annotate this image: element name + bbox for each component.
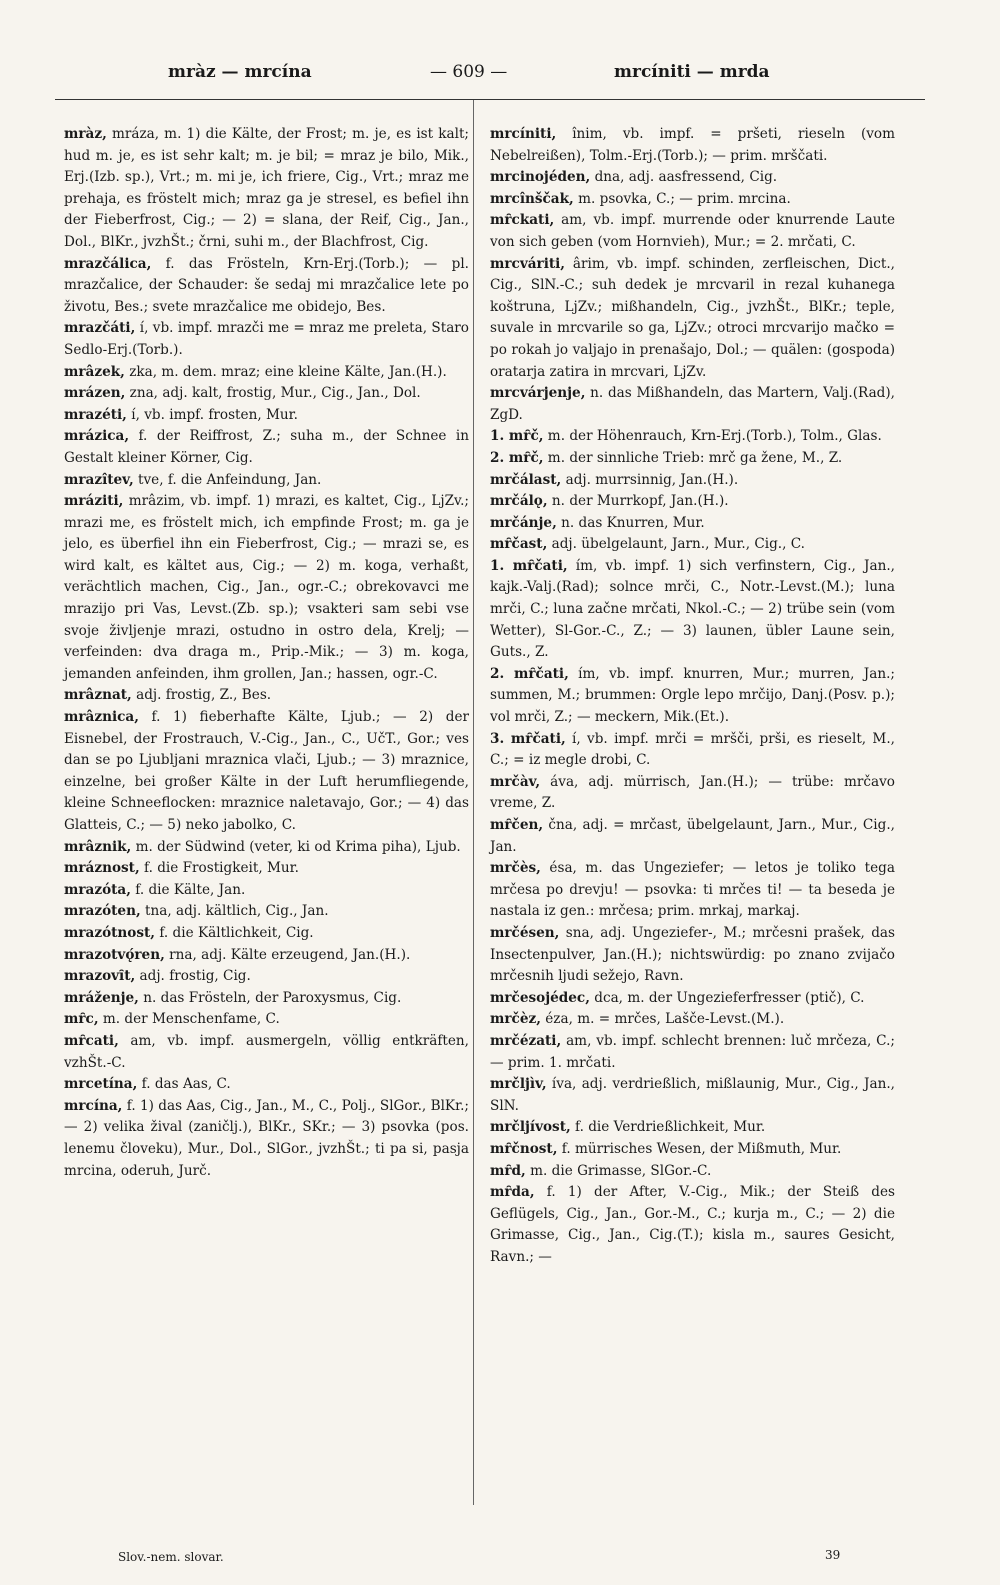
headword: mrčánje, [490, 514, 557, 531]
definition: f. die Kälte, Jan. [130, 881, 246, 898]
dictionary-entry [64, 124, 469, 254]
headword: mrâznik, [64, 838, 132, 855]
definition: am, vb. impf. murrende oder knurrende Laute von sich geben (vom Hornvieh), Mur.; = 2. mrčati, C. [490, 212, 895, 250]
definition: ím, vb. impf. knurren, Mur.; murren, Jan.; summen, M.; brummen: Orgle lepo mrčijo, Danj.(Posv. p.); vol mrči, Z.; — meckern, Mik.(Et.). [490, 665, 895, 726]
headword: mrazîtev, [64, 471, 134, 488]
definition: mrâzim, vb. impf. 1) mrazi, es kaltet, Cig., LjZv.; mrazi me, es fröstelt mich, ich empfinde Frost; m. ga je jelo, es überfiel ihn ein Fieberfrost, Cig.; — mrazi se, es wird kalt, es kältet aus, Cig.; — 2) m. koga, verhaßt, verächtlich machen, Cig., Jan., ogr.-C.; obrekovavci me mrazijo pri Vas, Levst.(Zb. sp.); vsakteri sam sebi vse svoje življenje mrazi, ostudno in ostro dela, Krelj; — verfeinden: dva draga m., Prip.-Mik.; — 3) m. koga, jemanden anfeinden, ihm grollen, Jan.; hassen, ogr.-C. [64, 493, 469, 682]
dictionary-entry [64, 405, 469, 427]
definition: m. der Südwind (veter, ki od Krima piha), Ljub. [131, 838, 461, 855]
definition: í, vb. impf. mrazči me = mraz me preleta, Staro Sedlo-Erj.(Torb.). [64, 320, 469, 358]
definition: f. die Frostigkeit, Mur. [139, 860, 299, 877]
headword: mrcinojéden, [490, 169, 591, 186]
definition: ésa, m. das Ungeziefer; — letos je toliko tega mrčesa po drevju! — psovka: ti mrčes ti! — ta beseda je nastala iz gen.: mrčesa; prim. mrkaj, markaj. [490, 860, 895, 920]
definition: înim, vb. impf. = pršeti, rieseln (vom Nebelreißen), Tolm.-Erj.(Torb.); — prim. mrščati. [490, 126, 895, 164]
definition: f. der Reiffrost, Z.; suha m., der Schnee in Gestalt kleiner Körner, Cig. [64, 428, 469, 466]
headword: mráženje, [64, 989, 139, 1006]
definition: f. das Frösteln, Krn-Erj.(Torb.); — pl. mrazčalice, der Schauder: še sedaj mi mrazčalice lete po životu, Bes.; svete mrazčalice me obidejo, Bes. [64, 255, 469, 315]
header-left: mràz — mrcína [168, 62, 312, 82]
headword: mrazotvǫ́ren, [64, 946, 165, 963]
definition: adj. frostig, Z., Bes. [131, 687, 272, 704]
dictionary-entry [64, 1096, 469, 1182]
dictionary-entry [490, 426, 895, 448]
dictionary-entry [64, 383, 469, 405]
headword: mráziti, [64, 493, 124, 510]
definition: íva, adj. verdrießlich, mißlaunig, Mur., Cig., Jan., SlN. [490, 1076, 895, 1114]
definition: dna, adj. aasfressend, Cig. [590, 169, 778, 186]
headword: mȓcati, [64, 1032, 119, 1049]
headword: mrazéti, [64, 406, 127, 423]
footer-title: Slov.-nem. slovar. [118, 1550, 224, 1564]
dictionary-entry [64, 1074, 469, 1096]
dictionary-entry [64, 923, 469, 945]
right-column [490, 124, 895, 1268]
headword: mrčézati, [490, 1032, 562, 1049]
headword: mrazótnost, [64, 924, 156, 941]
dictionary-entry [490, 491, 895, 513]
dictionary-entry [64, 470, 469, 492]
dictionary-entry [64, 362, 469, 384]
definition: f. 1) das Aas, Cig., Jan., M., C., Polj., SlGor., BlKr.; — 2) velika žival (zaničlj.), BlKr., SKr.; — 3) psovka (pos. lenemu človeku), Mur., Dol., SlGor., jvzhŠt.; ti pa si, pasja mrcina, oderuh, Jurč. [64, 1097, 469, 1179]
dictionary-entry [64, 966, 469, 988]
running-header [55, 62, 925, 92]
dictionary-entry [64, 945, 469, 967]
dictionary-entry [64, 1009, 469, 1031]
definition: f. die Kältlichkeit, Cig. [155, 924, 314, 941]
definition: í, vb. impf. mrči = mršči, prši, es rieselt, M., C.; = iz megle drobi, C. [490, 730, 895, 769]
signature-number: 39 [825, 1548, 841, 1562]
definition: áva, adj. mürrisch, Jan.(H.); — trübe: mrčavo vreme, Z. [490, 773, 895, 812]
dictionary-entry [490, 470, 895, 492]
headword: mrcînščak, [490, 190, 574, 207]
dictionary-entry [490, 448, 895, 470]
dictionary-entry [64, 1031, 469, 1074]
definition: mráza, m. 1) die Kälte, der Frost; m. je, es ist kalt; hud m. je, es ist sehr kalt; m. je bil; = mraz je bilo, Mik., Erj.(Izb. sp.), Vrt.; m. mi je, ich friere, Cig., Vrt.; mraz me prehaja, es fröstelt mich; mraz ga je stresel, es befiel ihn der Fieberfrost, Cig.; — 2) = slana, der Reif, Cig., Jan., Dol., BlKr., jvzhŠt.; črni, suhi m., der Blachfrost, Cig. [64, 126, 469, 250]
dictionary-entry [490, 858, 895, 923]
headword: mrazóta, [64, 881, 131, 898]
dictionary-entry [490, 1009, 895, 1031]
dictionary-entry [490, 513, 895, 535]
dictionary-entry [490, 772, 895, 815]
headword: mrazčálica, [64, 255, 152, 272]
headword: mrâznica, [64, 709, 139, 726]
definition: n. das Mißhandeln, das Martern, Valj.(Rad), ZgD. [490, 385, 895, 423]
headword: mȓda, [490, 1184, 535, 1201]
headword: mrâzek, [64, 363, 125, 380]
headword: mrcína, [64, 1097, 123, 1114]
definition: sna, adj. Ungeziefer-, M.; mrčesni prašek, das Insectenpulver, Jan.(H.); nichtswürdig: po znano zvijačo mrčesnih ljudi sežejo, Ravn. [490, 924, 895, 985]
headword: mȓčnost, [490, 1140, 558, 1157]
headword: 2. mȓčati, [490, 665, 569, 682]
definition: rna, adj. Kälte erzeugend, Jan.(H.). [164, 946, 411, 963]
headword: mrcíniti, [490, 126, 557, 142]
headword: mrčèz, [490, 1011, 541, 1028]
definition: zka, m. dem. mraz; eine kleine Kälte, Jan.(H.). [124, 363, 447, 380]
dictionary-entry [64, 837, 469, 859]
headword: mrcetína, [64, 1076, 138, 1093]
definition: éza, m. = mrčes, Lašče-Levst.(M.). [540, 1011, 785, 1028]
headword: mrcváriti, [490, 255, 566, 272]
headword: mrčálast, [490, 471, 562, 488]
headword: 3. mȓčati, [490, 730, 566, 747]
dictionary-entry [490, 1031, 895, 1074]
headword: mrázica, [64, 428, 130, 445]
headword: mȓčast, [490, 536, 548, 553]
definition: dca, m. der Ungezieferfresser (ptič), C. [589, 989, 865, 1006]
headword: mȓc, [64, 1011, 99, 1028]
definition: n. das Knurren, Mur. [556, 514, 705, 531]
definition: m. der Menschenfame, C. [98, 1011, 280, 1028]
dictionary-entry [490, 1139, 895, 1161]
dictionary-entry [64, 901, 469, 923]
dictionary-entry [64, 858, 469, 880]
headword: mràz, [64, 126, 107, 142]
definition: f. 1) fieberhafte Kälte, Ljub.; — 2) der Eisnebel, der Frostrauch, V.-Cig., Jan., C., UčT., Gor.; ves dan se po Ljubljani mraznica vlači, Ljub.; — 3) mraznice, einzelne, bei großer Kälte in der Luft herumfliegende, kleine Schneeflocken: mraznice naletavajo, Gor.; — 4) das Glatteis, C.; — 5) neko jabolko, C. [64, 709, 469, 833]
headword: 1. mȓčati, [490, 557, 568, 574]
dictionary-entry [490, 534, 895, 556]
dictionary-entry [490, 124, 895, 167]
dictionary-entry [490, 167, 895, 189]
definition: ârim, vb. impf. schinden, zerfleischen, Dict., Cig., SlN.-C.; suh dedek je mrcvaril in rezal kuhanega koštruna, LjZv.; mißhandeln, Cig., jvzhŠt., BlKr.; teple, suvale in mrcvarile so ga, LjZv.; otroci mrcvarijo mačko = po rokah jo valjajo in prenašajo, Dol.; — quälen: (gospoda) oratarja zatira in mrcvari, LjZv. [490, 255, 895, 380]
headword: mȓckati, [490, 212, 555, 229]
definition: adj. frostig, Cig. [135, 968, 251, 985]
dictionary-entry [490, 1074, 895, 1117]
headword: mrazóten, [64, 903, 141, 920]
definition: m. der Höhenrauch, Krn-Erj.(Torb.), Tolm., Glas. [543, 428, 882, 445]
dictionary-entry [490, 1117, 895, 1139]
headword: mȓd, [490, 1162, 526, 1179]
dictionary-entry [490, 210, 895, 253]
definition: adj. übelgelaunt, Jarn., Mur., Cig., C. [547, 536, 806, 553]
header-rule [55, 99, 925, 100]
dictionary-entry [64, 707, 469, 837]
definition: í, vb. impf. frosten, Mur. [126, 406, 298, 423]
dictionary-entry [490, 556, 895, 664]
definition: m. der sinnliche Trieb: mrč ga žene, M., Z. [543, 449, 843, 466]
headword: mȓčen, [490, 817, 544, 833]
headword: mrčès, [490, 860, 541, 877]
headword: mrčesojédec, [490, 989, 590, 1006]
definition: zna, adj. kalt, frostig, Mur., Cig., Jan., Dol. [125, 385, 421, 402]
definition: f. 1) der After, V.-Cig., Mik.; der Steiß des Geflügels, Cig., Jan., Gor.-M., C.; kurja m., C.; — 2) die Grimasse, Cig., Jan., Cig.(T.); kisla m., saures Gesicht, Ravn.; — [490, 1184, 895, 1265]
dictionary-entry [64, 254, 469, 319]
definition: n. das Frösteln, der Paroxysmus, Cig. [138, 989, 402, 1006]
definition: f. die Verdrießlichkeit, Mur. [570, 1119, 766, 1136]
dictionary-entry [64, 491, 469, 685]
dictionary-entry [490, 254, 895, 384]
dictionary-entry [490, 923, 895, 988]
dictionary-entry [490, 729, 895, 772]
headword: mrčljìv, [490, 1076, 547, 1093]
dictionary-entry [490, 988, 895, 1010]
headword: mrčljívost, [490, 1119, 571, 1136]
definition: adj. murrsinnig, Jan.(H.). [561, 471, 739, 488]
definition: m. die Grimasse, SlGor.-C. [525, 1162, 712, 1179]
dictionary-entry [490, 189, 895, 211]
headword: mrčàv, [490, 773, 541, 790]
definition: tna, adj. kältlich, Cig., Jan. [140, 903, 329, 920]
dictionary-entry [490, 664, 895, 729]
definition: f. das Aas, C. [137, 1076, 231, 1093]
definition: n. der Murrkopf, Jan.(H.). [547, 493, 729, 510]
dictionary-entry [64, 426, 469, 469]
dictionary-entry [64, 685, 469, 707]
dictionary-entry [490, 1182, 895, 1268]
definition: ím, vb. impf. 1) sich verfinstern, Cig., Jan., kajk.-Valj.(Rad); solnce mrči, C., Notr.-Levst.(M.); luna mrči, C.; luna začne mrčati, Nkol.-C.; — 2) trübe sein (vom Wetter), Sl-Gor.-C., Z.; — 3) launen, übler Laune sein, Guts., Z. [490, 557, 895, 661]
dictionary-entry [490, 815, 895, 858]
headword: mrazčáti, [64, 320, 136, 337]
headword: mrčálǫ, [490, 493, 548, 510]
left-column [64, 124, 469, 1182]
definition: m. psovka, C.; — prim. mrcina. [573, 190, 791, 207]
dictionary-entry [490, 383, 895, 426]
definition: am, vb. impf. schlecht brennen: luč mrčeza, C.; — prim. 1. mrčati. [490, 1032, 895, 1071]
headword: mrázen, [64, 385, 126, 402]
dictionary-entry [490, 1161, 895, 1183]
dictionary-entry [64, 880, 469, 902]
page-number-header: — 609 — [430, 62, 508, 82]
dictionary-entry [64, 988, 469, 1010]
headword: 1. mȓč, [490, 428, 544, 445]
headword: mrcvárjenje, [490, 385, 586, 402]
definition: am, vb. impf. ausmergeln, völlig entkräften, vzhŠt.-C. [64, 1032, 469, 1071]
headword: mrčésen, [490, 924, 560, 941]
definition: tve, f. die Anfeindung, Jan. [133, 471, 322, 488]
headword: mrâznat, [64, 687, 132, 704]
headword: mrazovȋt, [64, 968, 136, 985]
definition: čna, adj. = mrčast, übelgelaunt, Jarn., Mur., Cig., Jan. [490, 817, 895, 855]
definition: f. mürrisches Wesen, der Mißmuth, Mur. [557, 1140, 842, 1157]
column-divider [473, 100, 474, 1505]
headword: 2. mȓč, [490, 449, 544, 466]
headword: mráznost, [64, 860, 140, 877]
dictionary-entry [64, 318, 469, 361]
header-right: mrcíniti — mrda [614, 62, 770, 82]
